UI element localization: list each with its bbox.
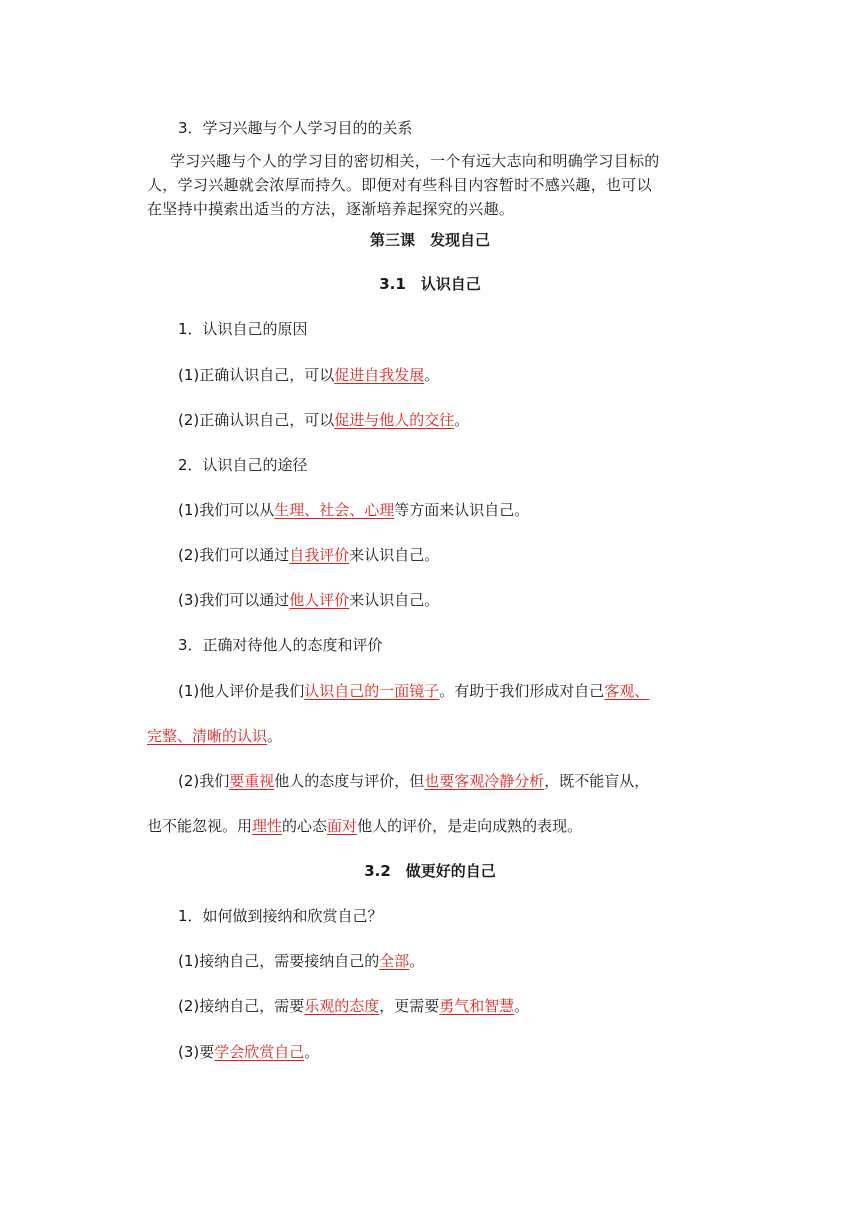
item-suffix: 来认识自己。 xyxy=(349,591,440,609)
key-point: 学会欣赏自己 xyxy=(214,1043,305,1061)
item-prefix: (1)他人评价是我们 xyxy=(178,682,305,700)
key-point: 乐观的态度 xyxy=(304,997,380,1015)
item-prefix: (3)要 xyxy=(178,1043,215,1061)
item-prefix: (1)接纳自己，需要接纳自己的 xyxy=(178,952,380,970)
question-heading: 1．认识自己的原因 xyxy=(178,320,308,338)
question-heading: 3．正确对待他人的态度和评价 xyxy=(178,636,383,654)
key-point: 勇气和智慧 xyxy=(439,997,515,1015)
paragraph-line-1: 学习兴趣与个人的学习目的密切相关，一个有远大志向和明确学习目标的 xyxy=(170,152,660,170)
section-title-3-1: 3.1 认识自己 xyxy=(379,275,481,293)
item-prefix: (2)我们 xyxy=(178,772,230,790)
list-item xyxy=(178,544,439,566)
item-text: ，更需要 xyxy=(379,997,440,1015)
key-point: 客观、 xyxy=(604,682,650,700)
item-suffix: 。 xyxy=(409,952,425,970)
key-point: 认识自己的一面镜子 xyxy=(304,682,440,700)
key-point: 促进与他人的交往 xyxy=(334,411,455,429)
item-prefix: (2)我们可以通过 xyxy=(178,546,290,564)
key-point: 完整、清晰的认识 xyxy=(147,727,268,745)
key-point: 生理、社会、心理 xyxy=(274,501,395,519)
paragraph-line-3: 在坚持中摸索出适当的方法，逐渐培养起探究的兴趣。 xyxy=(147,200,515,218)
list-item xyxy=(178,364,439,386)
item-suffix: 来认识自己。 xyxy=(349,546,440,564)
list-item xyxy=(178,589,439,611)
list-item xyxy=(178,950,424,972)
question-heading: 2．认识自己的途径 xyxy=(178,456,308,474)
question-heading: 1．如何做到接纳和欣赏自己？ xyxy=(178,907,383,925)
list-item xyxy=(178,995,529,1017)
item-suffix: 他人的评价，是走向成熟的表现。 xyxy=(357,817,583,835)
item-prefix: (1)正确认识自己，可以 xyxy=(178,366,335,384)
list-item xyxy=(178,409,469,431)
item-suffix: 等方面来认识自己。 xyxy=(394,501,530,519)
item-text: 。有助于我们形成对自己 xyxy=(439,682,605,700)
item-text: 他人的态度与评价，但 xyxy=(274,772,425,790)
item-suffix: 。 xyxy=(514,997,530,1015)
item-prefix: (2)接纳自己，需要 xyxy=(178,997,305,1015)
item-suffix: 。 xyxy=(267,727,283,745)
key-point: 面对 xyxy=(327,817,358,835)
item-suffix: 。 xyxy=(424,366,440,384)
section-title-3-2: 3.2 做更好的自己 xyxy=(364,862,496,880)
list-item xyxy=(178,1041,319,1063)
list-item-continuation xyxy=(147,725,282,747)
key-point: 要重视 xyxy=(229,772,275,790)
item-prefix: (3)我们可以通过 xyxy=(178,591,290,609)
key-point: 自我评价 xyxy=(289,546,350,564)
section-heading-interest-goal: 3．学习兴趣与个人学习目的的关系 xyxy=(178,119,413,137)
item-text: ，既不能盲从， xyxy=(544,772,650,790)
key-point: 理性 xyxy=(252,817,283,835)
key-point: 促进自我发展 xyxy=(334,366,425,384)
list-item xyxy=(178,680,649,702)
item-text: 的心态 xyxy=(282,817,328,835)
item-prefix: (1)我们可以从 xyxy=(178,501,275,519)
item-text: 也不能忽视。用 xyxy=(147,817,253,835)
lesson-title: 第三课 发现自己 xyxy=(369,231,490,249)
paragraph-line-2: 人，学习兴趣就会浓厚而持久。即便对有些科目内容暂时不感兴趣，也可以 xyxy=(147,176,652,194)
key-point: 全部 xyxy=(379,952,410,970)
key-point: 也要客观冷静分析 xyxy=(424,772,545,790)
list-item xyxy=(178,770,649,792)
item-suffix: 。 xyxy=(454,411,470,429)
list-item-continuation xyxy=(147,815,582,837)
item-suffix: 。 xyxy=(304,1043,320,1061)
list-item xyxy=(178,499,529,521)
item-prefix: (2)正确认识自己，可以 xyxy=(178,411,335,429)
key-point: 他人评价 xyxy=(289,591,350,609)
